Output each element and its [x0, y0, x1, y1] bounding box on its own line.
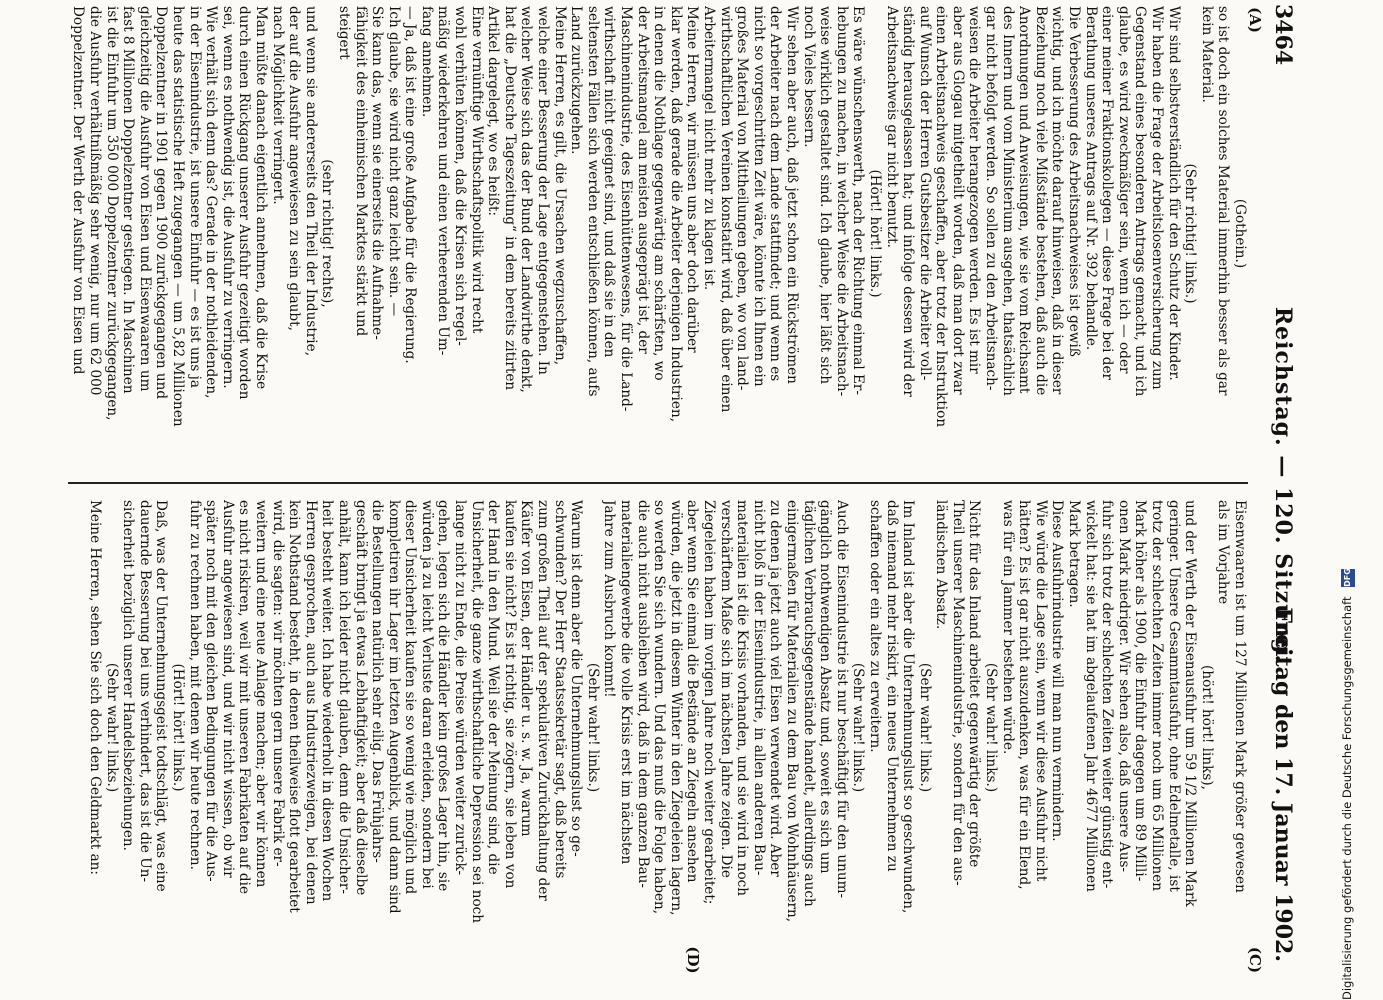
text-line: welcher Weise sich das der Bund der Landwirthe denkt,	[518, 6, 535, 393]
page-header	[1266, 0, 1296, 970]
text-line: Berathung unseres Antrags auf Nr. 392 behandle.	[1082, 6, 1099, 351]
right-column	[68, 500, 1248, 955]
digitization-footer	[1340, 10, 1362, 1000]
text-line: nicht so vorgeschritten Zeit wäre, könnte ich Ihnen ein	[750, 6, 767, 387]
text-line: Wie würde die Lage sein, wenn wir diese Ausfuhr nicht	[1032, 500, 1049, 882]
text-line: heute das statistische Heft zugegangen — um 5,82 Millionen	[170, 6, 186, 427]
text-line: durch einen Rückgang unserer Ausfuhr gezeitigt worden	[236, 6, 253, 400]
dfg-logo: DFG	[1341, 569, 1355, 587]
margin-marker-d: (D)	[684, 946, 702, 974]
text-line: Käufer von Eisen, der Händler u. s. w. Ja, warum	[518, 500, 535, 837]
text-line: wirthschaft nicht geeignet sind, und daß sie in den	[601, 6, 618, 358]
text-line: Artikel dargelegt, wo es heißt:	[485, 6, 502, 217]
text-line: Jahre zum Ausbruch kommt!	[601, 500, 618, 698]
page-number: 3464	[1270, 4, 1296, 66]
text-line: seltensten Fällen sich werden entschließen können, aufs	[584, 6, 601, 397]
text-line: welche einer Besserung der Lage entgegenstehen. In	[535, 6, 552, 375]
text-line: Land zurückzugehen.	[568, 6, 585, 155]
text-line: Meine Herren, es gilt, die Ursachen wegzuschaffen,	[551, 6, 568, 366]
text-line: fang annehmen.	[418, 6, 435, 118]
text-line: die Bestellungen natürlich sehr eilig. Das Frühjahrs-	[369, 500, 386, 863]
text-line: der Hand in den Mund. Weil sie der Meinung sind, die	[485, 500, 502, 875]
text-line: anhält, kann ich leider nicht glauben, denn die Unsicher-	[335, 500, 352, 895]
text-line: schaffen oder ein altes zu erweitern.	[866, 500, 883, 753]
text-line: (Hört! hört! links.)	[170, 663, 186, 792]
text-line: steigert	[335, 6, 352, 60]
text-line: wird, die sagten: wir möchten gern unsere Fabrik er-	[269, 500, 286, 867]
text-line: Theil unserer Maschinenindustrie, sondern für den aus-	[949, 500, 966, 886]
text-line: (hört! hört! links),	[1198, 665, 1215, 790]
text-line: Mark höher als 1900, die Einfuhr dagegen um 89 Milli-	[1132, 500, 1149, 882]
text-line: Man müßte danach eigentlich annehmen, daß die Krise	[252, 6, 269, 390]
text-line: geringer. Unsere Gesammtausfuhr, ohne Edelmetalle, ist	[1165, 500, 1182, 892]
text-line: materialien ist die Krisis vorhanden, und sie wird in noch	[734, 500, 751, 896]
text-line: nicht bloß in der Eisenindustrie, in allen anderen Bau-	[750, 500, 767, 876]
text-line: einen Arbeitsnachweis geschaffen, aber trotz der Instruktion	[933, 6, 950, 428]
text-line: (Sehr wahr! links.)	[916, 662, 933, 793]
text-line: Wie verhält sich denn das? Gerade in der nothleidenden,	[203, 6, 220, 399]
text-line: ist die Einfuhr um 350 000 Doppelzentner zurückgegangen,	[103, 6, 120, 421]
text-line: wirthschaftlichen Vereinen konstatirt wird, daß über einen	[717, 6, 734, 413]
text-line: fuhr zu rechnen haben, mit denen wir heute rechnen.	[186, 500, 203, 871]
session-title: Reichstag. — 120. Sitzung.	[1270, 306, 1296, 664]
text-line: in denen die Nothlage gegenwärtig am schärfsten, wo	[651, 6, 668, 381]
text-line: lange nicht zu Ende, die Preise würden weiter zurück-	[452, 500, 469, 876]
text-line: der Arbeitsmangel am meisten ausgeprägt ist, der	[634, 6, 651, 354]
text-line: heit besteht weiter. Ich habe wiederholt in diesen Wochen	[319, 500, 336, 902]
text-line: Wir sehen aber auch, daß jetzt schon ein Rückströmen	[783, 6, 800, 384]
text-line: Meine Herren, sehen Sie sich doch den Geldmarkt an:	[87, 500, 104, 876]
text-line: Die Verbesserung des Arbeitsnachweises ist gewiß	[1066, 6, 1083, 357]
text-line: fuhr sich trotz der schlechten Zeiten weiter günstig ent-	[1099, 500, 1116, 889]
text-line: kaufen sie nicht? Es ist richtig, sie zögern, sie leben von	[501, 500, 518, 889]
text-line: Wir haben die Frage der Arbeitslosenversicherung zum	[1149, 6, 1166, 390]
margin-marker-a: (A)	[1246, 7, 1264, 33]
text-line: Im Inland ist aber die Unternehmungslust so geschwunden,	[900, 500, 917, 914]
text-line: der auf die Ausfuhr angewiesen zu sein glaubt,	[286, 6, 303, 331]
text-line: glaube, es wird zweckmäßiger sein, wenn ich — oder	[1115, 6, 1132, 374]
text-line: dauernde Besserung bei uns verhindert, das ist die Un-	[136, 500, 153, 883]
text-line: schwunden? Der Herr Staatssekretär sagt, daß bereits	[551, 500, 568, 879]
text-line: gänglich nothwendigen Absatz und, soweit es sich um	[817, 500, 834, 874]
text-line: weise wirklich gestaltet sind. Ich glaube, hier läßt sich	[817, 6, 834, 385]
text-line: onen Mark niedriger. Wir sehen also, daß unsere Aus-	[1115, 500, 1132, 873]
text-line: aber wenn Sie einmal die Bestände an Ziegeln ansehen	[684, 500, 701, 883]
session-date: Freitag den 17. Januar 1902.	[1270, 607, 1296, 962]
text-line: noch Vieles bessern.	[800, 6, 817, 148]
text-line: hebungen zu machen, in welcher Weise die Arbeitsnach-	[833, 6, 850, 397]
text-line: gar nicht befolgt werden. So sollen zu den Arbeitsnach-	[983, 6, 1000, 391]
text-line: geschäft bringt ja etwas Lebhaftigkeit; aber daß dieselbe	[352, 500, 369, 896]
document-page	[60, 0, 1300, 974]
text-line: wichtig, und ich möchte darauf hinweisen, daß in dieser	[1049, 6, 1066, 395]
text-line: einer meiner Fraktionskollegen — diese Frage bei der	[1099, 6, 1116, 381]
text-line: Ausfuhr angewiesen sind, und wir nicht wissen, ob wir	[219, 500, 236, 878]
text-line: was für ein Jammer bestehen würde.	[999, 500, 1016, 755]
text-line: Sie kann das, wenn sie einerseits die Aufnahme-	[369, 6, 386, 340]
text-line: (Hört! hört! links.)	[866, 169, 883, 298]
text-line: Eisenwaaren ist um 127 Millionen Mark größer gewesen	[1232, 500, 1248, 893]
text-line: (Sehr wahr! links.)	[103, 662, 120, 793]
text-line: sei, wenn es nothwendig ist, die Ausfuhr zu verringern.	[219, 6, 236, 389]
column-divider	[68, 482, 1248, 484]
text-line: — Ja, daß ist eine große Aufgabe für die Regierung.	[402, 6, 419, 364]
text-line: kein Material.	[1198, 6, 1215, 103]
text-line: kein Nothstand besteht, in denen theilweise flott gearbeitet	[286, 500, 303, 913]
text-line: Doppelzentner. Der Werth der Ausfuhr von Eisen und	[70, 6, 87, 375]
text-line: so ist doch ein solches Material immerhin besser als gar	[1215, 6, 1232, 396]
text-line: die Ausfuhr verhältnißmäßig sehr wenig, nur um 62 000	[87, 6, 104, 396]
text-line: Gegenstand eines besonderen Antrags gemacht, und ich	[1132, 6, 1149, 397]
text-line: Beziehung noch viele Mißstände bestehen, daß auch die	[1032, 6, 1049, 396]
text-line: (sehr richtig! rechts),	[319, 159, 336, 308]
text-line: Wir sind selbstverständlich für den Schutz der Kinder.	[1165, 6, 1182, 381]
text-line: verschärftem Maße sich im nächsten Jahre zeigen. Die	[717, 500, 734, 878]
text-line: als im Vorjahre	[1215, 500, 1232, 605]
text-line: (Gothein.)	[1232, 198, 1248, 269]
margin-marker-b	[684, 0, 702, 4]
text-line: daß niemand mehr riskirt, ein neues Unternehmen zu	[883, 500, 900, 872]
left-column	[68, 6, 1248, 461]
text-line: einigermaßen für Materialien zu dem Bau von Wohnhäusern,	[783, 500, 800, 923]
text-line: würden ja zu leicht Verluste daran erleiden, sondern bei	[418, 500, 435, 889]
text-line: gehen, legen sich die Händler kein großes Lager hin, sie	[435, 500, 452, 892]
text-line: auf Wunsch der Herren Gutsbesitzer die Arbeiter voll-	[916, 6, 933, 381]
text-line: in der Eisenindustrie, ist unsere Einfuhr — es ist uns ja	[186, 6, 203, 388]
text-line: Doppelzentner in 1901 gegen 1900 zurückgegangen und	[153, 6, 170, 400]
text-line: Eine vernünftige Wirthschaftspolitik wird recht	[468, 6, 485, 334]
margin-marker-c: (C)	[1246, 946, 1264, 974]
text-line: Diese Ausfuhrindustrie will man nun vermindern.	[1049, 500, 1066, 842]
text-line: (Sehr wahr! links.)	[584, 662, 601, 793]
text-line: und der Werth der Eisenausfuhr um 59 1/2 Millionen Mark	[1182, 500, 1199, 907]
text-line: zu denen ja jetzt auch viel Eisen verwendet wird. Aber	[767, 500, 784, 877]
text-line: ständig herausgelassen hat; und infolge dessen wird der	[900, 6, 917, 397]
footer-text: Digitalisierung gefördert durch die Deutsche Forschungsgemeinschaft	[1340, 596, 1354, 1000]
text-line: zum großen Theil auf der spekulativen Zurückhaltung der	[535, 500, 552, 901]
text-line: (Sehr wahr! links.)	[983, 662, 1000, 793]
text-line: Herren gesprochen, auch aus Industriezweigen, bei denen	[302, 500, 319, 905]
text-line: die auch nicht ausbleiben wird, daß in dem ganzen Bau-	[634, 500, 651, 889]
text-line: fast 8 Millionen Doppelzentner gestiegen. In Maschinen	[120, 6, 137, 394]
text-line: Unsicherheit, die ganze wirthschaftliche Depression sei noch	[468, 500, 485, 924]
text-line: sicherheit bezüglich unserer Handelsbeziehungen.	[120, 500, 137, 851]
text-line: hat die „Deutsche Tageszeitung“ in dem bereits zitirten	[501, 6, 518, 391]
text-line: Daß, was der Unternehmungsgeist todtschlägt, was eine	[153, 500, 170, 892]
text-line: es nicht riskiren, weil wir mit unseren Fabrikaten auf die	[236, 500, 253, 895]
text-line: täglichen Verbrauchsgegenstände handelt, allerdings auch	[800, 500, 817, 907]
text-line: wickelt hat: sie hat im abgelaufenen Jahr 4677 Millionen	[1082, 500, 1099, 892]
text-line: Warum ist denn aber die Unternehmungslust so ge-	[568, 500, 585, 857]
text-line: (Sehr wahr! links.)	[850, 662, 867, 793]
text-line: Es wäre wünschenswerth, nach der Richtung einmal Er-	[850, 6, 867, 396]
text-line: Maschinenindustrie, des Eisenhüttenwesens, für die Land-	[618, 6, 635, 412]
text-line: der Arbeiter nach dem Lande stattfindet; und wenn es	[767, 6, 784, 382]
text-line: Arbeitsnachweis gar nicht benutzt.	[883, 6, 900, 248]
text-line: dieser Unsicherheit kaufen sie so wenig wie möglich und	[402, 500, 419, 895]
text-line: Meine Herren, wir müssen uns aber doch darüber	[684, 6, 701, 353]
text-line: Nicht für das Inland arbeitet gegenwärtig der größte	[966, 500, 983, 868]
text-line: großes Material von Mittheilungen geben, wo von land-	[734, 6, 751, 391]
text-line: und wenn sie andererseits den Theil der Industrie,	[302, 6, 319, 357]
text-line: ländischen Absatz.	[933, 500, 950, 630]
text-line: aber aus Glogau mitgetheilt worden, daß man dort zwar	[949, 6, 966, 395]
text-line: Anordnungen und Anweisungen, wie sie vom Reichsamt	[1016, 6, 1033, 394]
text-line: gleichzeitig die Ausfuhr von Eisen und Eisenwaaren um	[136, 6, 153, 392]
text-line: Ziegeleien haben im vorigen Jahre noch weiter gearbeitet;	[701, 500, 717, 905]
text-line: Arbeitermangel nicht mehr zu klagen ist.	[701, 6, 717, 291]
text-line: klar werden, daß gerade die Arbeiter derjenigen Industrien,	[667, 6, 684, 423]
text-line: materialiengewerbe die volle Krisis erst im nächsten	[618, 500, 635, 865]
text-line: trotz der schlechten Zeiten immer noch um 65 Millionen	[1149, 500, 1166, 892]
text-line: weisen die Arbeiter herangezogen werden. Es ist mir	[966, 6, 983, 374]
text-line: Ich glaube, sie wird nicht ganz leicht sein. —	[385, 6, 402, 317]
text-line: so werden Sie sich wundern. Und das muß die Folge haben,	[651, 500, 668, 915]
text-line: Mark betragen.	[1066, 500, 1083, 608]
text-line: würden, die jetzt in diesem Winter in den Ziegeleien lagern,	[667, 500, 684, 916]
text-line: kompletiren ihr Lager im letzten Augenblick, und dann sind	[385, 500, 402, 914]
text-line: Auch die Eisenindustrie ist nur beschäftigt für den unum-	[833, 500, 850, 899]
text-line: des Innern und vom Ministerium ausgehen, thatsächlich	[999, 6, 1016, 396]
text-line: später noch mit den gleichen Bedingungen für die Aus-	[203, 500, 220, 882]
text-line: weitern und eine neue Anlage machen; aber wir können	[252, 500, 269, 888]
text-line: fähigkeit des einheimischen Marktes stärkt und	[352, 6, 369, 337]
text-line: nach Möglichkeit verringert.	[269, 6, 286, 205]
text-line: mäßig wiederkehren und einen verheerenden Um-	[435, 6, 452, 356]
text-line: hätten? Es ist gar nicht auszudenken, was für ein Elend,	[1016, 500, 1033, 890]
text-line: (Sehr richtig! links.)	[1182, 163, 1199, 304]
text-line: wohl verhüten können, daß die Krisen sich regel-	[452, 6, 469, 346]
